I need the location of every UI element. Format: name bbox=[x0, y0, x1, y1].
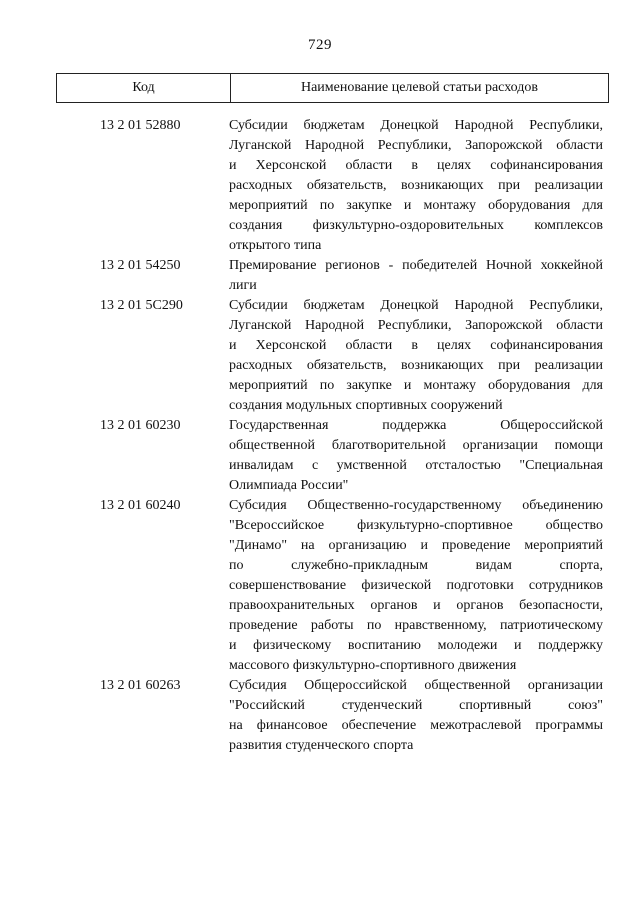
row-name-line: "Динамо" на организацию и проведение мероприятий bbox=[229, 538, 603, 553]
table-row bbox=[56, 256, 609, 296]
table-body bbox=[56, 116, 609, 756]
table-header bbox=[56, 73, 609, 103]
row-name-line: Луганской Народной Республики, Запорожской области bbox=[229, 318, 603, 333]
row-name-line: Государственная поддержка Общероссийской bbox=[229, 418, 603, 433]
row-name-line: Субсидия Общероссийской общественной организации bbox=[229, 678, 603, 693]
row-name-line: совершенствование физической подготовки сотрудников bbox=[229, 578, 603, 593]
row-name bbox=[229, 676, 603, 756]
row-code: 13 2 01 60230 bbox=[100, 418, 181, 433]
row-name bbox=[229, 116, 603, 256]
row-name-line: расходных обязательств, возникающих при реализации bbox=[229, 178, 603, 193]
row-name bbox=[229, 256, 603, 296]
row-name-line: создания физкультурно-оздоровительных комплексов bbox=[229, 218, 603, 233]
header-name-column: Наименование целевой статьи расходов bbox=[300, 80, 539, 95]
table-row bbox=[56, 496, 609, 676]
row-name-line: и физическому воспитанию молодежи и поддержку bbox=[229, 638, 603, 653]
row-code: 13 2 01 5C290 bbox=[100, 298, 183, 313]
row-name-line: массового физкультурно-спортивного движения bbox=[229, 658, 517, 673]
row-name-line: "Российский студенческий спортивный союз" bbox=[229, 698, 603, 713]
row-name-line: проведение работы по нравственному, патриотическому bbox=[229, 618, 603, 633]
row-name-line: мероприятий по закупке и монтажу оборудования для bbox=[229, 378, 603, 393]
row-name-line: Олимпиада России" bbox=[229, 478, 349, 493]
row-name-line: по служебно-прикладным видам спорта, bbox=[229, 558, 603, 573]
page-number: 729 bbox=[308, 37, 332, 53]
row-name bbox=[229, 296, 603, 416]
row-name-line: лиги bbox=[229, 278, 257, 293]
row-name-line: Субсидия Общественно-государственному объединению bbox=[229, 498, 603, 513]
row-name-line: и Херсонской области в целях софинансирования bbox=[229, 158, 603, 173]
row-name-line: мероприятий по закупке и монтажу оборудования для bbox=[229, 198, 603, 213]
row-name bbox=[229, 496, 603, 676]
row-name-line: инвалидам с умственной отсталостью "Специальная bbox=[229, 458, 603, 473]
row-code: 13 2 01 60240 bbox=[100, 498, 181, 513]
table-row bbox=[56, 676, 609, 756]
row-name-line: на финансовое обеспечение межотраслевой программы bbox=[229, 718, 603, 733]
row-name-line: Луганской Народной Республики, Запорожской области bbox=[229, 138, 603, 153]
row-name-line: развития студенческого спорта bbox=[229, 738, 414, 753]
row-name-line: Премирование регионов - победителей Ночной хоккейной bbox=[229, 258, 603, 273]
row-code: 13 2 01 54250 bbox=[100, 258, 181, 273]
table-row bbox=[56, 116, 609, 256]
row-name-line: расходных обязательств, возникающих при реализации bbox=[229, 358, 603, 373]
row-name-line: правоохранительных органов и органов безопасности, bbox=[229, 598, 603, 613]
row-name bbox=[229, 416, 603, 496]
row-name-line: Субсидии бюджетам Донецкой Народной Республики, bbox=[229, 298, 603, 313]
row-name-line: общественной благотворительной организации помощи bbox=[229, 438, 603, 453]
header-code-column: Код bbox=[57, 74, 231, 102]
row-name-line: и Херсонской области в целях софинансирования bbox=[229, 338, 603, 353]
row-name-line: открытого типа bbox=[229, 238, 322, 253]
row-name-line: создания модульных спортивных сооружений bbox=[229, 398, 503, 413]
row-name-line: "Всероссийское физкультурно-спортивное общество bbox=[229, 518, 603, 533]
table-row bbox=[56, 296, 609, 416]
row-code: 13 2 01 60263 bbox=[100, 678, 181, 693]
row-name-line: Субсидии бюджетам Донецкой Народной Республики, bbox=[229, 118, 603, 133]
row-code: 13 2 01 52880 bbox=[100, 118, 181, 133]
table-row bbox=[56, 416, 609, 496]
